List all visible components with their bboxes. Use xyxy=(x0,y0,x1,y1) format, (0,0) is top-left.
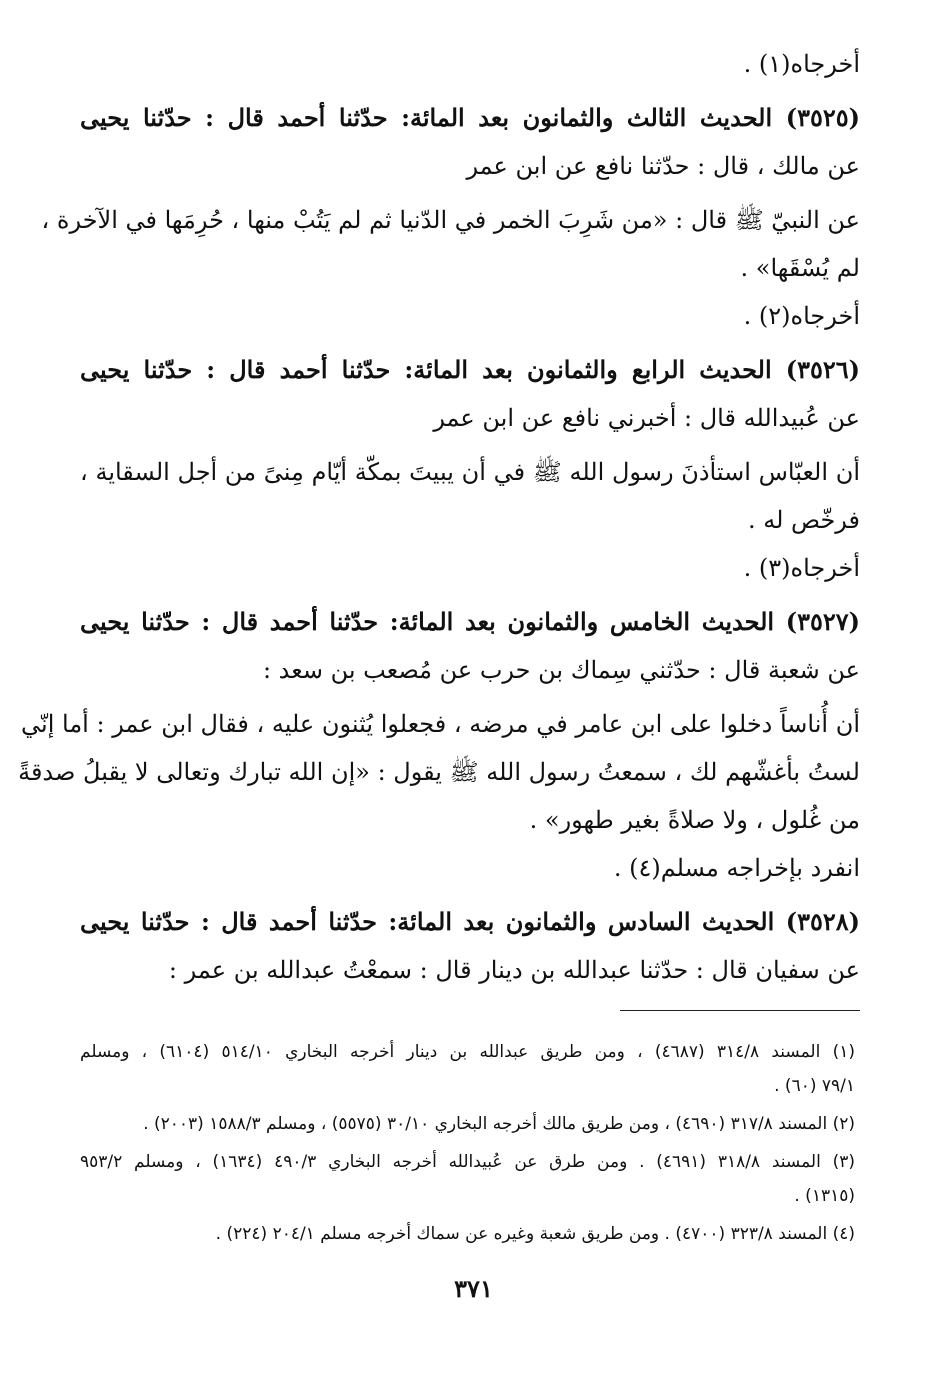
footnote-separator xyxy=(620,1010,860,1011)
hadith-heading-3525: (٣٥٢٥) الحديث الثالث والثمانون بعد المائة: حدّثنا أحمد قال : حدّثنا يحيى xyxy=(80,103,860,132)
hadith-heading-3528: (٣٥٢٨) الحديث السادس والثمانون بعد المائة: حدّثنا أحمد قال : حدّثنا يحيى xyxy=(80,907,860,936)
text-line: أخرجاه(٢) . xyxy=(743,302,860,330)
text-line: عن شعبة قال : حدّثني سِماك بن حرب عن مُصعب بن سعد : xyxy=(262,656,860,684)
text-line: لم يُسْقَها» . xyxy=(740,254,860,282)
text-line: لستُ بأغشّهم لك ، سمعتُ رسول الله ﷺ يقول : «إن الله تبارك وتعالى لا يقبلُ صدقةً xyxy=(18,758,860,786)
text-line: أن العبّاس استأذنَ رسول الله ﷺ في أن يبيتَ بمكّة أيّام مِنىً من أجل السقاية ، xyxy=(80,458,860,486)
footnote-1: (١) المسند ٣١٤/٨ (٤٦٨٧) ، ومن طريق عبدالله بن دينار أخرجه البخاري ٥١٤/١٠ (٦١٠٤) ، ومسلم xyxy=(80,1042,855,1062)
hadith-heading-3526: (٣٥٢٦) الحديث الرابع والثمانون بعد المائة: حدّثنا أحمد قال : حدّثنا يحيى xyxy=(80,355,860,384)
footnote-1-continued: ٧٩/١ (٦٠) . xyxy=(774,1076,855,1096)
footnote-3: (٣) المسند ٣١٨/٨ (٤٦٩١) . ومن طرق عن عُبيدالله أخرجه البخاري ٤٩٠/٣ (١٦٣٤) ، ومسلم ٩٥٣/٢ xyxy=(80,1152,855,1172)
text-line: عن عُبيدالله قال : أخبرني نافع عن ابن عمر xyxy=(433,404,860,432)
text-line: فرخّص له . xyxy=(747,506,860,534)
text-line: عن النبيّ ﷺ قال : «من شَرِبَ الخمر في الدّنيا ثم لم يَتُبْ منها ، حُرِمَها في الآخرة ، xyxy=(41,206,860,234)
text-line: من غُلول ، ولا صلاةً بغير طهور» . xyxy=(529,806,860,834)
text-line: أخرجاه(٣) . xyxy=(743,554,860,582)
footnote-2: (٢) المسند ٣١٧/٨ (٤٦٩٠) ، ومن طريق مالك أخرجه البخاري ٣٠/١٠ (٥٥٧٥) ، ومسلم ١٥٨٨/٣ (٢٠٠٣) . xyxy=(143,1114,855,1134)
page-number: ٣٧١ xyxy=(454,1274,493,1303)
footnotes xyxy=(80,1035,855,1251)
text-line: عن سفيان قال : حدّثنا عبدالله بن دينار قال : سمعْتُ عبدالله بن عمر : xyxy=(168,956,860,984)
text-line: انفرد بإخراجه مسلم(٤) . xyxy=(613,854,860,882)
text-line: عن مالك ، قال : حدّثنا نافع عن ابن عمر xyxy=(466,152,860,180)
footnote-3-continued: (١٣١٥) . xyxy=(794,1186,855,1206)
main-text xyxy=(18,40,861,994)
text-line: أن أُناساً دخلوا على ابن عامر في مرضه ، فجعلوا يُثنون عليه ، فقال ابن عمر : أما إنّي xyxy=(21,710,860,738)
text-line: أخرجاه(١) . xyxy=(743,50,860,78)
footnote-4: (٤) المسند ٣٢٣/٨ (٤٧٠٠) . ومن طريق شعبة وغيره عن سماك أخرجه مسلم ٢٠٤/١ (٢٢٤) . xyxy=(215,1224,855,1244)
hadith-heading-3527: (٣٥٢٧) الحديث الخامس والثمانون بعد المائة: حدّثنا أحمد قال : حدّثنا يحيى xyxy=(80,607,861,636)
